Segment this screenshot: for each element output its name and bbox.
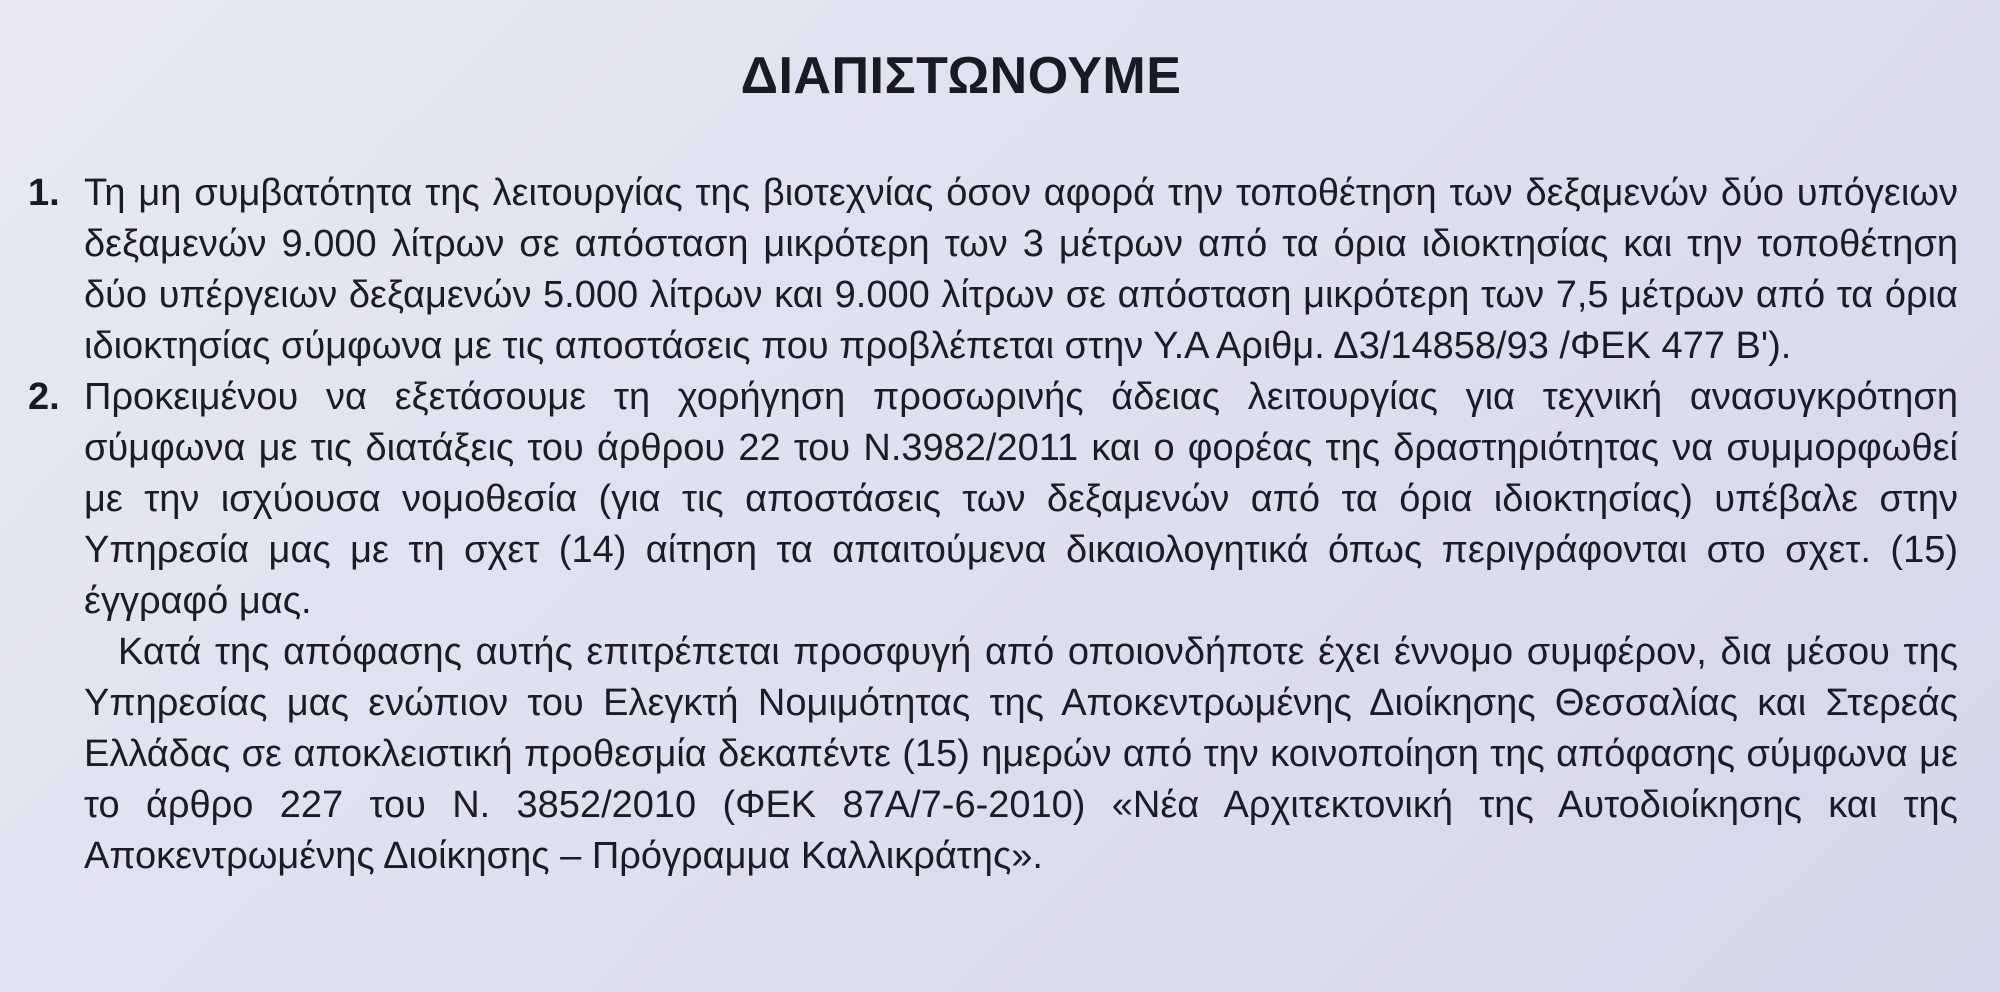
findings-list bbox=[28, 168, 1958, 882]
item-number: 2. bbox=[28, 376, 60, 418]
item-text: Προκειμένου να εξετάσουμε τη χορήγηση προσωρινής άδειας λειτουργίας για τεχνική ανασυγκρότηση σύμφωνα με τις διατάξεις του άρθρου 22 του Ν.3982/2011 και ο φορέας της δραστηριότητας να συμμορφωθεί με την ισχύουσα νομοθεσία (για τις αποστάσεις των δεξαμενών από τα όρια ιδιοκτησίας) υπέβαλε στην Υπηρεσία μας με τη σχετ (14) αίτηση τα απαιτούμενα δικαιολογητικά όπως περιγράφονται στο σχετ. (15) έγγραφό μας. bbox=[84, 376, 1958, 622]
appeal-paragraph: Κατά της απόφασης αυτής επιτρέπεται προσφυγή από οποιονδήποτε έχει έννομο συμφέρον, δια μέσου της Υπηρεσίας μας ενώπιον του Ελεγκτή Νομιμότητας της Αποκεντρωμένης Διοίκησης Θεσσαλίας και Στερεάς Ελλάδας σε αποκλειστική προθεσμία δεκαπέντε (15) ημερών από την κοινοποίηση της απόφασης σύμφωνα με το άρθρο 227 του Ν. 3852/2010 (ΦΕΚ 87Α/7-6-2010) «Νέα Αρχιτεκτονική της Αυτοδιοίκησης και της Αποκεντρωμένης Διοίκησης – Πρόγραμμα Καλλικράτης». bbox=[84, 631, 1958, 877]
page-title: ΔΙΑΠΙΣΤΩΝΟΥΜΕ bbox=[740, 47, 1182, 105]
list-item-2 bbox=[28, 372, 1958, 627]
list-item-1 bbox=[28, 168, 1958, 372]
item-number: 1. bbox=[28, 172, 60, 214]
item-text: Τη μη συμβατότητα της λειτουργίας της βιοτεχνίας όσον αφορά την τοποθέτηση των δεξαμενών δύο υπόγειων δεξαμενών 9.000 λίτρων σε απόσταση μικρότερη των 3 μέτρων από τα όρια ιδιοκτησίας και την τοποθέτηση δύο υπέργειων δεξαμενών 5.000 λίτρων και 9.000 λίτρων σε απόσταση μικρότερη των 7,5 μέτρων από τα όρια ιδιοκτησίας σύμφωνα με τις αποστάσεις που προβλέπεται στην Υ.Α Αριθμ. Δ3/14858/93 /ΦΕΚ 477 Β'). bbox=[84, 172, 1958, 367]
